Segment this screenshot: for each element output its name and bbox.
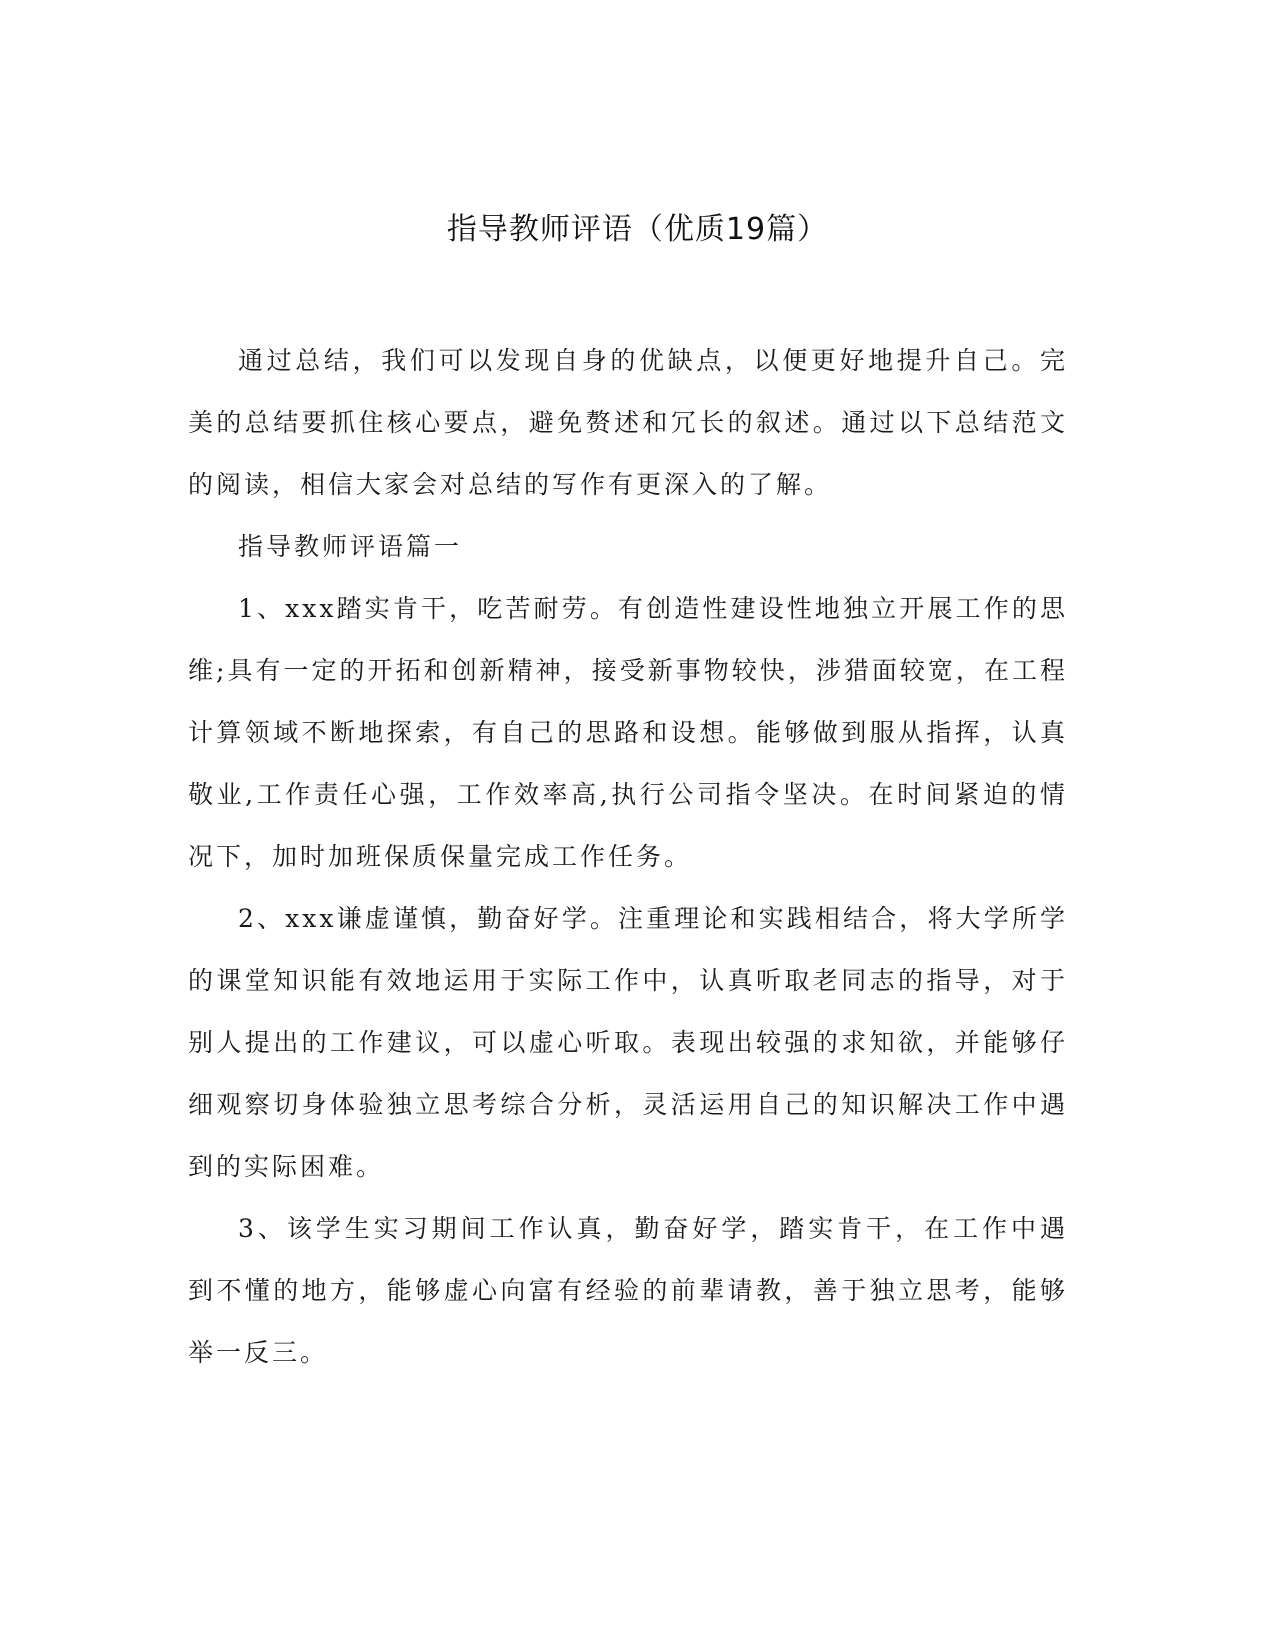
comment-paragraph-1: 1、xxx踏实肯干，吃苦耐劳。有创造性建设性地独立开展工作的思维;具有一定的开拓和创新精神，接受新事物较快，涉猎面较宽，在工程计算领域不断地探索，有自己的思路和设想。能够做到服从指挥，认真敬业,工作责任心强，工作效率高,执行公司指令坚决。在时间紧迫的情况下，加时加班保质保量完成工作任务。 <box>188 594 1068 871</box>
document-title: 指导教师评语（优质19篇） <box>446 212 829 247</box>
comment-paragraph-3: 3、该学生实习期间工作认真，勤奋好学，踏实肯干，在工作中遇到不懂的地方，能够虚心向富有经验的前辈请教，善于独立思考，能够举一反三。 <box>188 1214 1068 1367</box>
intro-paragraph: 通过总结，我们可以发现自身的优缺点，以便更好地提升自己。完美的总结要抓住核心要点，避免赘述和冗长的叙述。通过以下总结范文的阅读，相信大家会对总结的写作有更深入的了解。 <box>188 346 1068 499</box>
comment-paragraph-2: 2、xxx谦虚谨慎，勤奋好学。注重理论和实践相结合，将大学所学的课堂知识能有效地运用于实际工作中，认真听取老同志的指导，对于别人提出的工作建议，可以虚心听取。表现出较强的求知欲，并能够仔细观察切身体验独立思考综合分析，灵活运用自己的知识解决工作中遇到的实际困难。 <box>188 904 1068 1181</box>
document-body <box>188 330 1068 1384</box>
section-heading: 指导教师评语篇一 <box>238 532 463 561</box>
